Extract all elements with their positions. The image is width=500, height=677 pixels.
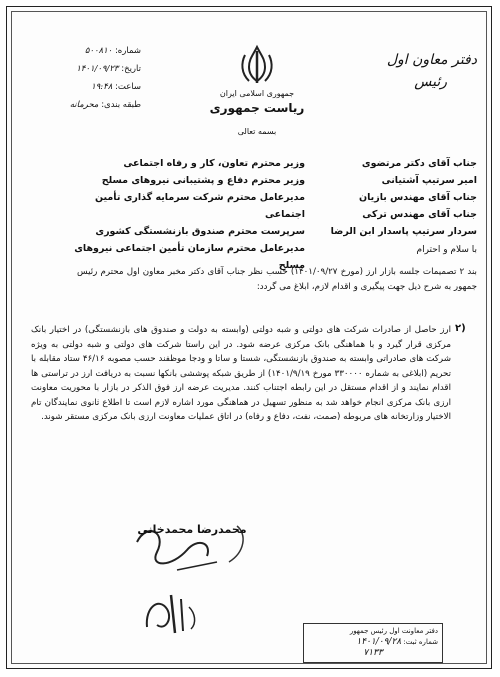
date-value: ۱۴۰۱/۰۹/۲۳ — [76, 64, 119, 74]
signatory-name: محمدرضا محمدخانی — [137, 523, 247, 536]
time-value: ۱۹:۴۸ — [91, 82, 113, 92]
greeting: با سلام و احترام — [416, 245, 477, 255]
recipient-4: جناب آقای مهندس ترکی — [362, 209, 477, 220]
recipients-left-column — [67, 155, 305, 274]
date-label: تاریخ: — [121, 64, 141, 74]
handwritten-note — [367, 49, 477, 93]
receipt-stamp-number: ۷۱۳۳ — [363, 648, 383, 658]
recipient-3: جناب آقای مهندس بازیان — [359, 192, 477, 203]
recipient-1: جناب آقای دکتر مرتضوی — [361, 158, 477, 169]
org-motto: جمهوری اسلامی ایران — [219, 89, 295, 98]
item-number: ۲) — [455, 323, 466, 334]
time-label: ساعت: — [115, 82, 141, 92]
receipt-stamp-date: ۱۴۰۱/۰۹/۲۸ — [356, 637, 402, 647]
item-paragraph: ارز حاصل از صادرات شرکت های دولتی و شبه دولتی (وابسته به دولت و صندوق های بازنشستگی) در اختیار بانک مرکزی قرار گیرد و با هماهنگی بانک مرکزی عرضه شود. در این راستا شرکت های دولتی و شبه دولتی به ویژه شرکت های صادراتی وابسته به صندوق بازنشستگی، شستا و ساتا و ودجا موظفند حسب مصوبه ۴۶/۱۶ ستاد مقابله با تحریم (ابلاغی به شماره ۳۳۰۰۰۰ مورخ ۱۴۰۱/۹/۱۹) از طریق شبکه پوششی بانکها نسبت به دریافت ارز در تراستی ها اقدام نمایند و از اقدام مستقل در این رابطه اجتناب کنند. مدیریت عرضه ارز فوق الذکر در بازار با محوریت معاونت ارزی بانک مرکزی انجام خواهد شد به منظور تسهیل در هماهنگی مورد اشاره لازم است تا اطلاع ثانوی نمایندگان تام الاختیار وزارتخانه های مربوطه (صمت، نفت، دفاع و رفاه) در اتاق عملیات معاونت ارزی بانک مرکزی مستقر شوند. — [31, 325, 451, 422]
handwritten-signature-icon — [137, 587, 207, 637]
classification-value: محرمانه — [69, 100, 99, 110]
bismillah: بسمه تعالی — [237, 127, 277, 136]
recipient-title-3: مدیرعامل محترم شرکت سرمایه گذاری تأمین اجتماعی — [94, 192, 305, 220]
document-page — [6, 6, 492, 669]
recipient-title-2: وزیر محترم دفاع و پشتیبانی نیروهای مسلح — [101, 175, 305, 186]
recipients-right-column — [307, 155, 477, 240]
recipient-2: امیر سرتیپ آشتیانی — [381, 175, 477, 186]
receipt-stamp-line1: دفتر معاونت اول رئیس جمهور — [349, 627, 438, 635]
receipt-stamp-date-row — [308, 637, 438, 648]
classification-line — [21, 99, 141, 112]
recipient-title-5: مدیرعامل محترم سازمان تأمین اجتماعی نیروهای مسلح — [74, 243, 305, 271]
receipt-stamp — [303, 623, 443, 663]
date-line — [21, 63, 141, 76]
number-value: ۵۰۰۸۱۰ — [84, 46, 113, 56]
intro-paragraph: بند ۲ تصمیمات جلسه بازار ارز (مورخ ۱۴۰۱/۰۹/۲۷) حسب نظر جناب آقای دکتر مخبر معاون اول محترم رئیس جمهور به شرح ذیل جهت پیگیری و اقدام لازم، ابلاغ می گردد: — [77, 267, 477, 292]
classification-label: طبقه بندی: — [101, 100, 141, 110]
iran-emblem-icon — [233, 41, 281, 89]
recipient-title-1: وزیر محترم تعاون، کار و رفاه اجتماعی — [123, 158, 305, 169]
receipt-stamp-line2: شماره ثبت: — [403, 638, 438, 646]
number-label: شماره: — [114, 46, 141, 56]
time-line — [21, 81, 141, 94]
recipient-5: سردار سرتیپ پاسدار ابن الرضا — [330, 226, 477, 237]
number-line — [21, 45, 141, 58]
handwritten-note-line2: رئیس — [414, 74, 447, 90]
handwritten-note-line1: دفتر معاون اول — [386, 52, 477, 68]
recipient-title-4: سرپرست محترم صندوق بازنشستگی کشوری — [95, 226, 305, 237]
org-name: ریاست جمهوری — [209, 101, 305, 115]
